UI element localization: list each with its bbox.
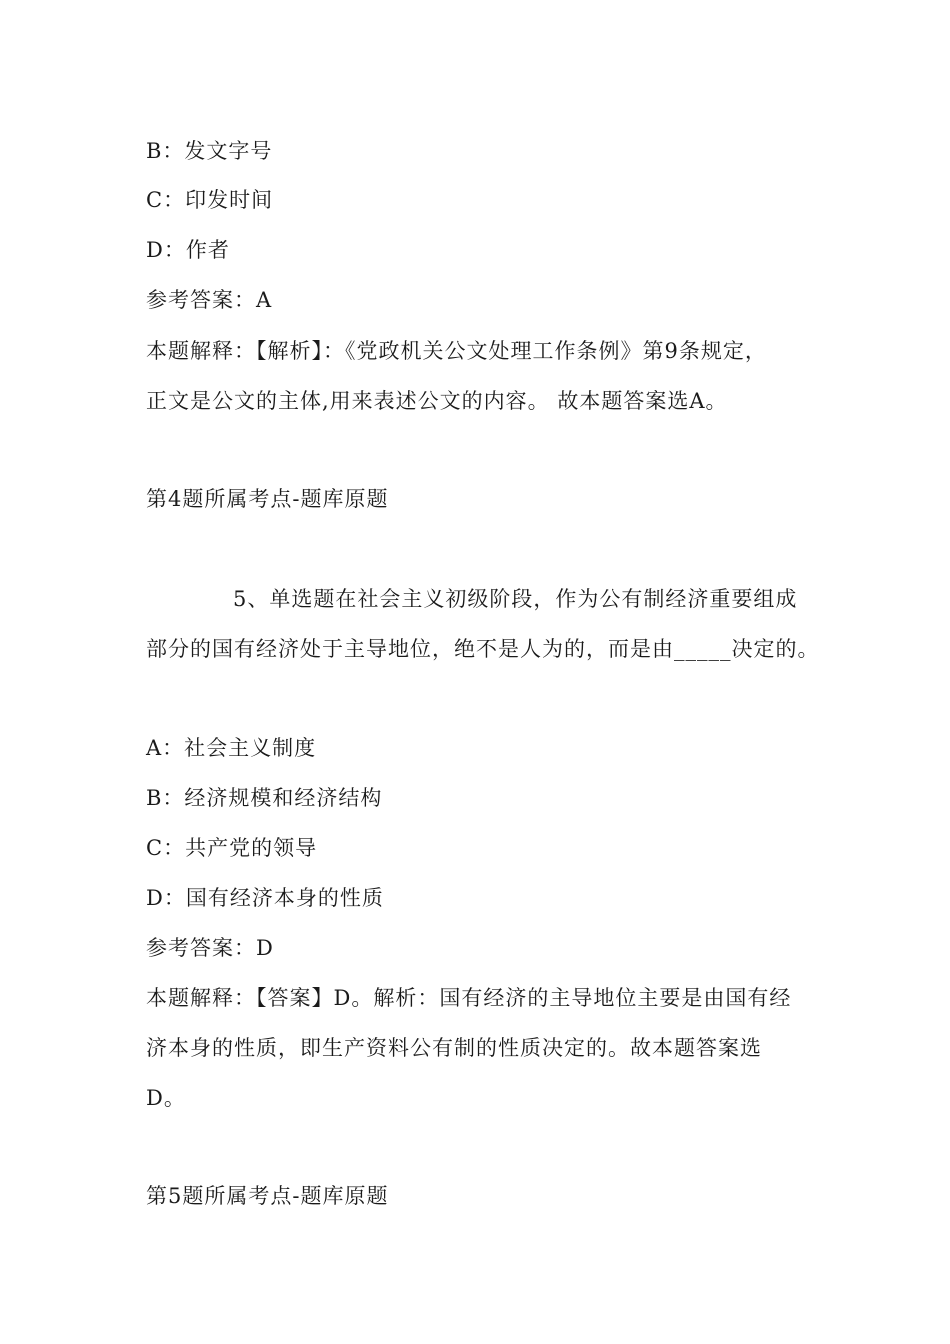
- q5-option-a: A：社会主义制度: [146, 736, 317, 760]
- q4-answer: 参考答案：A: [146, 288, 273, 312]
- q5-topic: 第5题所属考点-题库原题: [146, 1184, 389, 1208]
- q5-answer: 参考答案：D: [146, 936, 274, 960]
- q4-option-c: C：印发时间: [146, 188, 274, 212]
- q5-question-line-1: 5、单选题在社会主义初级阶段，作为公有制经济重要组成: [233, 587, 798, 611]
- q5-option-b: B：经济规模和经济结构: [146, 786, 383, 810]
- q5-question-line-2: 部分的国有经济处于主导地位，绝不是人为的，而是由_____决定的。: [146, 637, 820, 661]
- q5-explanation-line-3: D。: [146, 1086, 186, 1110]
- q5-option-d: D：国有经济本身的性质: [146, 886, 384, 910]
- q4-explanation-line-2: 正文是公文的主体,用来表述公文的内容。 故本题答案选A。: [146, 389, 728, 413]
- q4-explanation-line-1: 本题解释：【解析】：《党政机关公文处理工作条例》第9条规定，: [146, 339, 767, 363]
- q5-explanation-line-1: 本题解释：【答案】D。解析：国有经济的主导地位主要是由国有经: [146, 986, 792, 1010]
- q5-explanation-line-2: 济本身的性质，即生产资料公有制的性质决定的。故本题答案选: [146, 1036, 762, 1060]
- q5-option-c: C：共产党的领导: [146, 836, 318, 860]
- q4-option-d: D：作者: [146, 238, 230, 262]
- q4-option-b: B：发文字号: [146, 139, 273, 163]
- q4-topic: 第4题所属考点-题库原题: [146, 487, 389, 511]
